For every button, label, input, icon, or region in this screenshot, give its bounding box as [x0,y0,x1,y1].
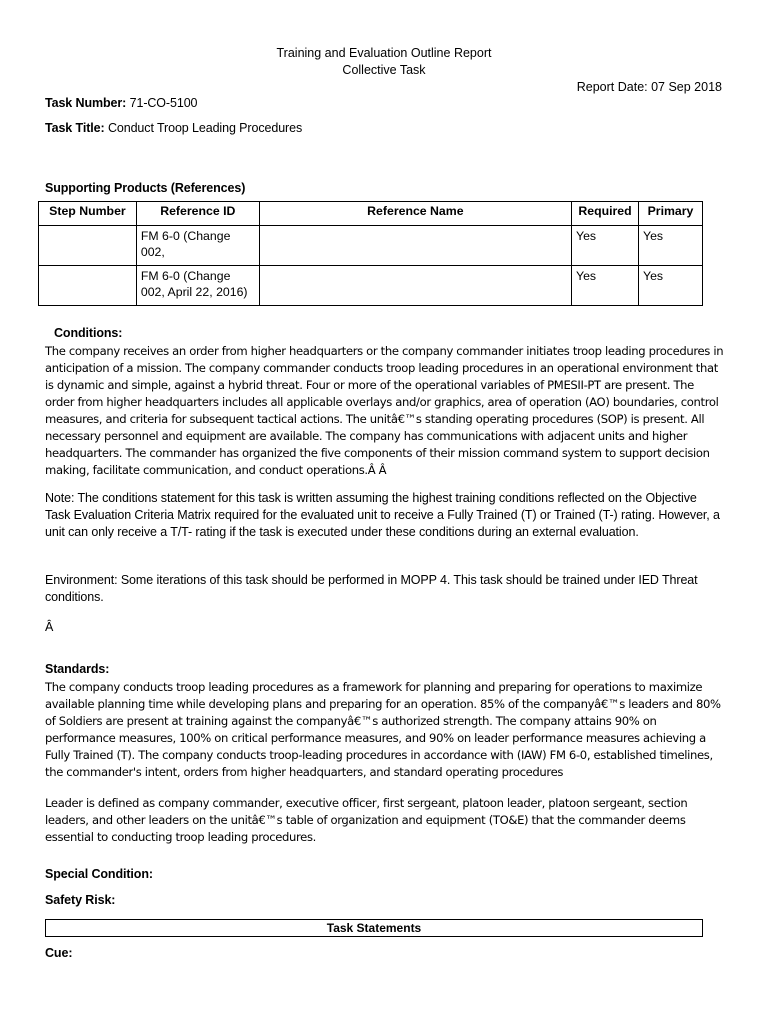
conditions-environment: Environment: Some iterations of this task should be performed in MOPP 4. This task should be trained under IED Threat conditions. [45,573,698,604]
column-header: Primary [639,202,703,226]
table-cell: Yes [639,226,703,266]
task-number-value: 71-CO-5100 [129,96,198,110]
column-header: Reference ID [136,202,259,226]
column-header: Step Number [39,202,137,226]
special-condition-label: Special Condition: [45,867,153,881]
table-cell [259,226,571,266]
report-title: Training and Evaluation Outline Report [276,46,492,60]
conditions-heading: Conditions: [54,326,123,340]
task-statements-header: Task Statements [45,919,703,937]
standards-text: The company conducts troop leading procedures as a framework for planning and preparing for operations to maximize available planning time while developing plans and preparing for an operation. 85% of the companyâ€™s leaders and 80% of Soldiers are present at training against the companyâ€™s authorized strength. The company attains 90% on performance measures, 100% on critical performance measures, and 90% on leader performance measures achieving a Fully Trained (T). The company conducts troop-leading procedures in accordance with (IAW) FM 6-0, established timelines, the commander's intent, orders from higher headquarters, and standard operating procedures [45,680,721,779]
cue-label: Cue: [45,946,73,960]
standards-heading: Standards: [45,662,110,676]
leader-definition: Leader is defined as company commander, executive officer, first sergeant, platoon leader, platoon sergeant, section leaders, and other leaders on the unitâ€™s table of organization and equipment (TO&E) that the commander deems essential to conducting troop leading procedures. [45,796,688,844]
safety-risk-label: Safety Risk: [45,893,116,907]
conditions-note: Note: The conditions statement for this task is written assuming the highest training conditions reflected on the Objective Task Evaluation Criteria Matrix required for the evaluated unit to receive a Fully Trained (T) or Trained (T-) rating. However, a unit can only receive a T/T- rating if the task is executed under these conditions during an external evaluation. [45,491,720,539]
table-cell [259,266,571,306]
table-cell: FM 6-0 (Change 002, April 22, 2016) [136,266,259,306]
conditions-text: The company receives an order from higher headquarters or the company commander initiates troop leading procedures in anticipation of a mission. The company commander conducts troop leading procedures in an operational environment that is dynamic and simple, against a hybrid threat. Four or more of the operational variables of PMESII-PT are present. The order from higher headquarters includes all applicable overlays and/or graphics, area of operation (AO) boundaries, control measures, and criteria for subsequent tactical actions. The unitâ€™s standing operating procedures (SOP) is present. All necessary personnel and equipment are available. The company has communications with adjacent units and higher headquarters. The commander has organized the five components of their mission command system to support decision making, facilitate communication, and conduct operations.Â Â [45,344,724,477]
supporting-products-heading: Supporting Products (References) [45,181,246,195]
task-title-label: Task Title: [45,121,105,135]
task-number [45,96,197,110]
task-title [45,121,302,135]
table-cell: Yes [572,226,639,266]
table-cell [39,226,137,266]
column-header: Required [572,202,639,226]
report-date: Report Date: 07 Sep 2018 [576,80,722,94]
table-cell [39,266,137,306]
task-title-value: Conduct Troop Leading Procedures [107,121,303,135]
stray-character: Â [45,620,54,634]
table-cell: FM 6-0 (Change 002, [136,226,259,266]
column-header: Reference Name [259,202,571,226]
table-header-row [39,202,703,226]
task-number-label: Task Number: [45,96,127,110]
references-table [38,201,703,306]
table-cell: Yes [639,266,703,306]
table-cell: Yes [572,266,639,306]
table-row [39,226,703,266]
report-subtitle: Collective Task [342,63,426,77]
table-row [39,266,703,306]
